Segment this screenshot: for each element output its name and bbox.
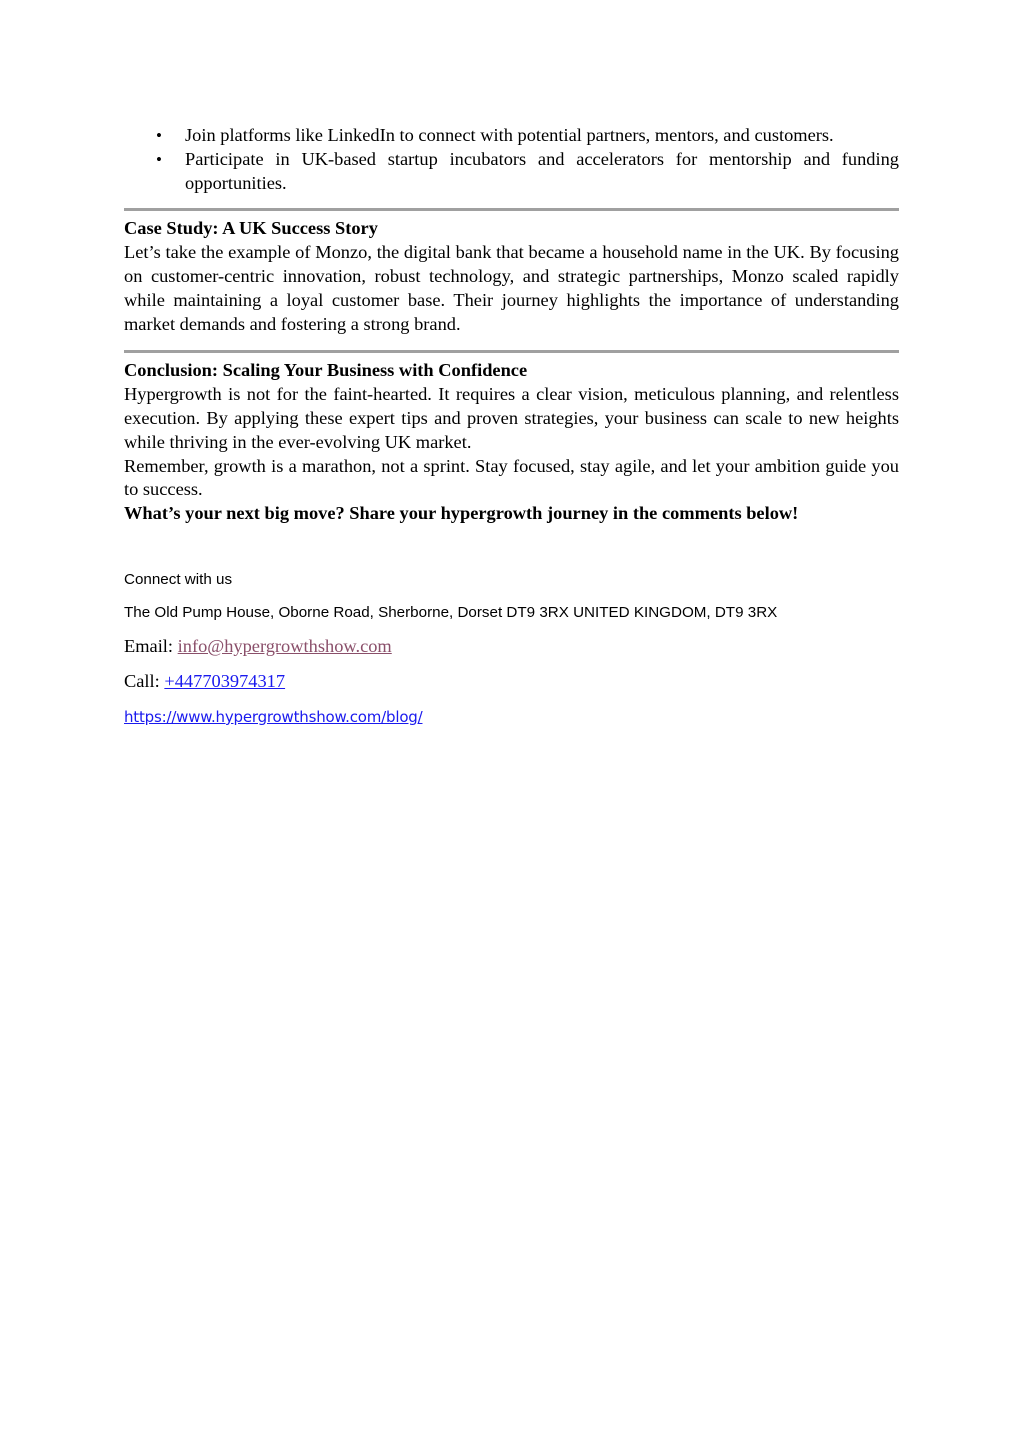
bullet-text: Join platforms like LinkedIn to connect with potential partners, mentors, and customers.: [185, 125, 834, 145]
section-divider: [124, 208, 899, 211]
contact-section: [124, 570, 899, 729]
email-line: [124, 635, 899, 658]
website-line: [124, 705, 899, 729]
website-link[interactable]: https://www.hypergrowthshow.com/blog/: [124, 707, 423, 726]
list-item: [124, 148, 899, 196]
connect-title: Connect with us: [124, 570, 233, 588]
conclusion-body: Hypergrowth is not for the faint-hearted. It requires a clear vision, meticulous planning, and relentless execution. By applying these expert tips and proven strategies, your business can scale to new heights while thriving in the ever-evolving UK market.: [124, 384, 899, 452]
call-line: [124, 670, 899, 693]
case-study-body: Let’s take the example of Monzo, the digital bank that became a household name in the UK. By focusing on customer-centric innovation, robust technology, and strategic partnerships, Monzo scaled rapidly while maintaining a loyal customer base. Their journey highlights the importance of understanding market demands and fostering a strong brand.: [124, 242, 899, 334]
address: The Old Pump House, Oborne Road, Sherborne, Dorset DT9 3RX UNITED KINGDOM, DT9 3RX: [124, 603, 778, 621]
bullet-marker: •: [156, 126, 162, 145]
conclusion-reminder: Remember, growth is a marathon, not a sprint. Stay focused, stay agile, and let your ambition guide you to success.: [124, 455, 899, 500]
bullet-text: Participate in UK-based startup incubators and accelerators for mentorship and funding opportunities.: [185, 148, 899, 193]
email-label: Email:: [124, 635, 178, 656]
list-item: [124, 124, 899, 148]
email-link[interactable]: info@hypergrowthshow.com: [177, 635, 392, 656]
conclusion-heading: Conclusion: Scaling Your Business with Confidence: [124, 360, 528, 381]
bullet-marker: •: [156, 149, 162, 169]
phone-link[interactable]: +447703974317: [164, 670, 286, 691]
call-label: Call:: [124, 670, 165, 691]
call-to-action: What’s your next big move? Share your hypergrowth journey in the comments below!: [124, 503, 799, 524]
bullet-list: [124, 124, 899, 195]
document-page: [124, 124, 899, 729]
case-study-heading: Case Study: A UK Success Story: [124, 218, 378, 239]
section-divider: [124, 350, 899, 353]
